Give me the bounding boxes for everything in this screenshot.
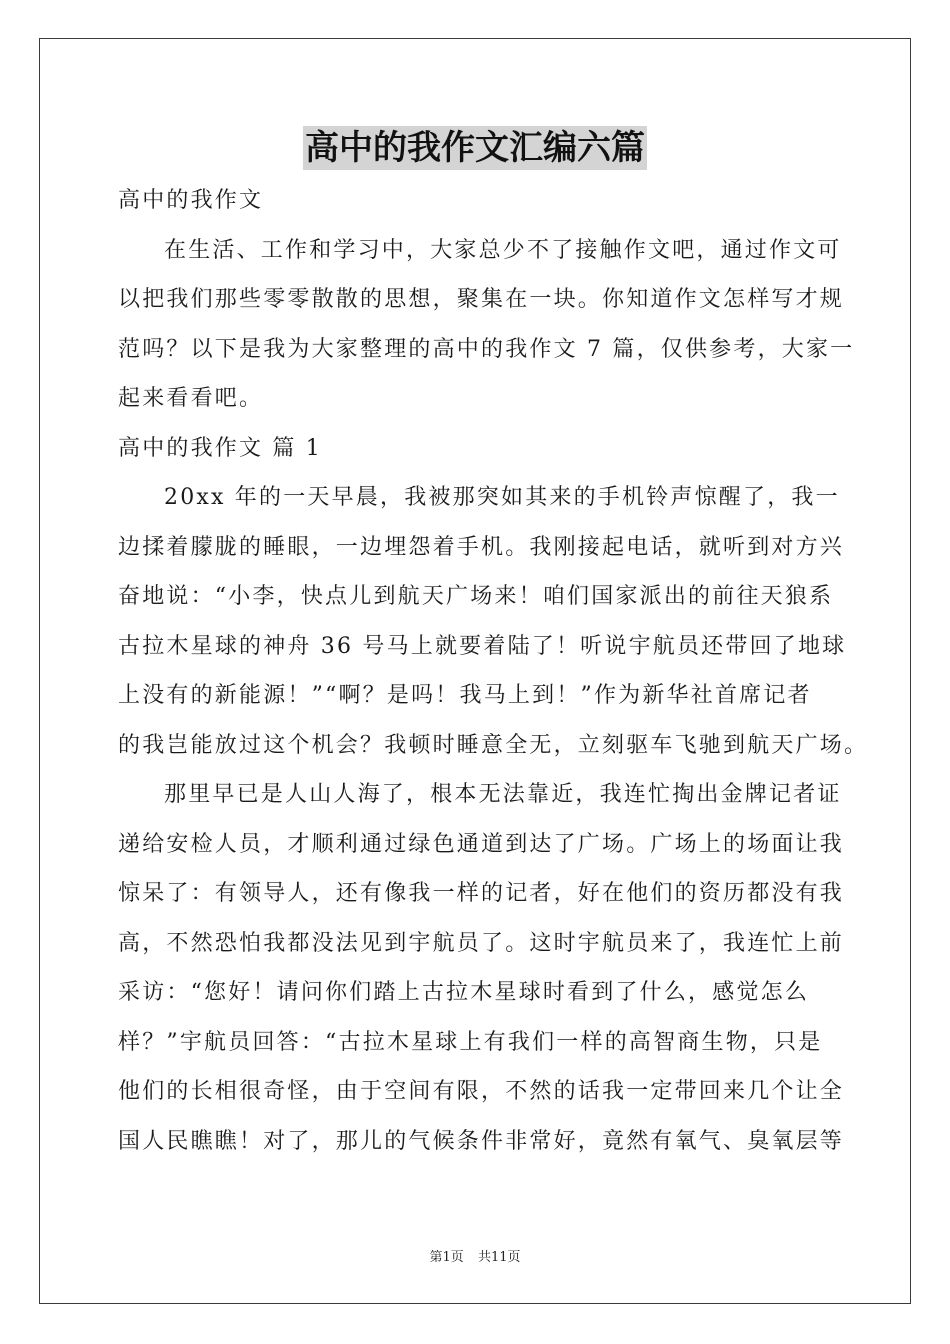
text-line: 边揉着朦胧的睡眼，一边埋怨着手机。我刚接起电话，就听到对方兴 — [118, 534, 845, 560]
text-line: 以把我们那些零零散散的思想，聚集在一块。你知道作文怎样写才规 — [118, 287, 845, 312]
text-line: 高，不然恐怕我都没法见到宇航员了。这时宇航员来了，我连忙上前 — [118, 930, 845, 956]
text-line: 国人民瞧瞧！对了，那儿的气候条件非常好，竟然有氧气、臭氧层等 — [118, 1128, 845, 1154]
text-line: 采访：“您好！请问你们踏上古拉木星球时看到了什么，感觉怎么 — [118, 980, 810, 1005]
text-line: 高中的我作文 — [118, 188, 264, 213]
text-line: 20xx 年的一天早晨，我被那突如其来的手机铃声惊醒了，我一 — [164, 485, 840, 510]
text-line: 起来看看吧。 — [118, 386, 264, 411]
text-line: 递给安检人员，才顺利通过绿色通道到达了广场。广场上的场面让我 — [118, 831, 845, 857]
text-line: 惊呆了：有领导人，还有像我一样的记者，好在他们的资历都没有我 — [118, 881, 845, 906]
document-body — [118, 176, 869, 1166]
text-line: 上没有的新能源！”“啊？是吗！我马上到！”作为新华社首席记者 — [118, 683, 812, 708]
page-number: 第1页 — [429, 1250, 464, 1265]
text-line: 在生活、工作和学习中，大家总少不了接触作文吧，通过作文可 — [164, 237, 842, 263]
document-title: 高中的我作文汇编六篇 — [305, 128, 645, 168]
text-line: 那里早已是人山人海了，根本无法靠近，我连忙掏出金牌记者证 — [164, 782, 842, 807]
page-total: 共11页 — [477, 1250, 521, 1265]
text-line: 高中的我作文 篇 1 — [118, 435, 322, 461]
text-line: 奋地说：“小李，快点儿到航天广场来！咱们国家派出的前往天狼系 — [118, 584, 834, 609]
text-line: 他们的长相很奇怪，由于空间有限，不然的话我一定带回来几个让全 — [118, 1079, 845, 1104]
text-line: 古拉木星球的神舟 36 号马上就要着陆了！听说宇航员还带回了地球 — [118, 633, 847, 659]
title-container — [0, 126, 950, 170]
text-line: 样？”宇航员回答：“古拉木星球上有我们一样的高智商生物，只是 — [118, 1029, 823, 1055]
page-footer — [0, 1246, 950, 1265]
text-line: 的我岂能放过这个机会？我顿时睡意全无，立刻驱车飞驰到航天广场。 — [118, 732, 869, 758]
text-line: 范吗？以下是我为大家整理的高中的我作文 7 篇，仅供参考，大家一 — [118, 336, 855, 362]
